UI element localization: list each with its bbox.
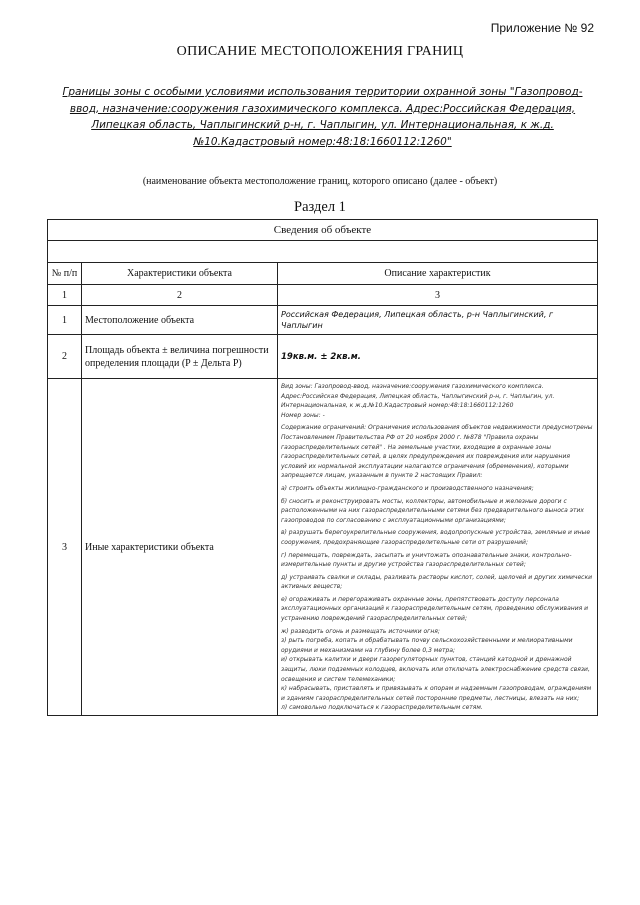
restriction-item-i: и) открывать калитки и двери газорегуляторных пунктов, станций катодной и дренажной защиты, люки подземных колодцев, включать или отключать электроснабжение средств связи, освещения и систем телемеханики; [281,656,590,683]
row-characteristic: Площадь объекта ± величина погрешности определения площади (P ± Дельта P) [82,335,278,379]
row-number: 2 [48,335,82,379]
object-info-table [47,219,598,716]
table-header-row [48,263,598,285]
document-title: ОПИСАНИЕ МЕСТОПОЛОЖЕНИЯ ГРАНИЦ [176,44,464,59]
restriction-item-a: а) строить объекты жилищно-гражданского и производственного назначения; [281,484,534,492]
column-header-description: Описание характеристик [278,263,598,285]
column-header-number: № п/п [48,263,82,285]
table-row [48,306,598,335]
object-name-note: (наименование объекта местоположение границ, которого описано (далее - объект) [142,176,498,187]
zone-description: Границы зоны с особыми условиями использования территории охранной зоны "Газопровод-ввод, назначение:сооружения газохимического комплекса. Адрес:Российская Федерация, Липецкая область, Чаплыгинский р-н, г. Чаплыгин, ул. Интернациональная, к ж.д.№10.Кадастровый номер:48:18:1660112:1260" [62,86,583,148]
restriction-item-zh: ж) разводить огонь и размещать источники огня; [281,627,440,635]
restrictions-text [281,382,594,713]
appendix-number: Приложение № 92 [490,21,594,35]
restriction-item-e: е) огораживать и перегораживать охранные зоны, препятствовать доступу персонала эксплуатационных организаций к газораспределительным сетям, проведению обслуживания и устранению повреждений газораспределительных сетей; [281,595,589,623]
row-number: 1 [48,306,82,335]
restrictions-cell [278,379,598,716]
restrictions-intro-paragraph: Содержание ограничений: Ограничения использования объектов недвижимости предусмотрены Постановлением Правительства РФ от 20 ноября 2000 г. №878 "Правила охраны газораспределительных сетей" . На земельные участки, входящие в охранные зоны газораспределительных сетей, в целях предупреждения их повреждения или нарушения условий их нормальной эксплуатации налагаются ограничения (обременения), которыми запрещается лицам, указанным в пункте 2 настоящих Правил: [281,424,593,480]
restriction-item-d: д) устраивать свалки и склады, разливать растворы кислот, солей, щелочей и других химически активных веществ; [281,573,592,591]
restriction-item-z: з) рыть погреба, копать и обрабатывать почву сельскохозяйственными и мелиоративными орудиями и механизмами на глубину более 0,3 метра; [281,637,573,654]
row-characteristic: Местоположение объекта [82,306,278,335]
restriction-item-g: г) перемещать, повреждать, засыпать и уничтожать опознавательные знаки, контрольно-измерительные пункты и другие устройства газораспределительных сетей; [281,551,572,569]
column-header-characteristic: Характеристики объекта [82,263,278,285]
table-row [48,335,598,379]
restriction-item-b: б) сносить и реконструировать мосты, коллекторы, автомобильные и железные дороги с расположенными на них газораспределительными сетями без предварительного выноса этих газопроводов по согласованию с эксплуатационными организациями; [281,497,584,524]
table-row [48,379,598,716]
column-number-2: 2 [82,285,278,306]
zone-type-paragraph: Вид зоны: Газопровод-ввод, назначение:сооружения газохимического комплекса. Адрес:Российская Федерация, Липецкая область, Чаплыгинский р-н, г. Чаплыгин, ул. Интернациональная, к ж.д.№10.Кадастровый номер:48:18:1660112:1260 [281,383,555,410]
empty-row [48,241,598,263]
restriction-item-k: к) набрасывать, приставлять и привязывать к опорам и надземным газопроводам, ограждениям и зданиям газораспределительных сетей посторонние предметы, лестницы, влезать на них; [281,685,592,702]
row-number: 3 [48,379,82,716]
column-number-1: 1 [48,285,82,306]
zone-number-paragraph: Номер зоны: - [281,411,325,419]
restriction-item-l: л) самовольно подключаться к газораспределительным сетям. [281,704,483,712]
row-area-value: 19кв.м. ± 2кв.м. [278,335,598,379]
section-title: Раздел 1 [294,199,346,215]
row-location-value: Российская Федерация, Липецкая область, р-н Чаплыгинский, г Чаплыгин [278,306,598,335]
restriction-item-v: в) разрушать берегоукрепительные сооружения, водопропускные устройства, земляные и иные сооружения, предохраняющие газораспределительные сети от разрушений; [281,529,591,546]
column-number-row [48,285,598,306]
column-number-3: 3 [278,285,598,306]
row-characteristic: Иные характеристики объекта [82,379,278,716]
table-caption: Сведения об объекте [48,220,598,241]
